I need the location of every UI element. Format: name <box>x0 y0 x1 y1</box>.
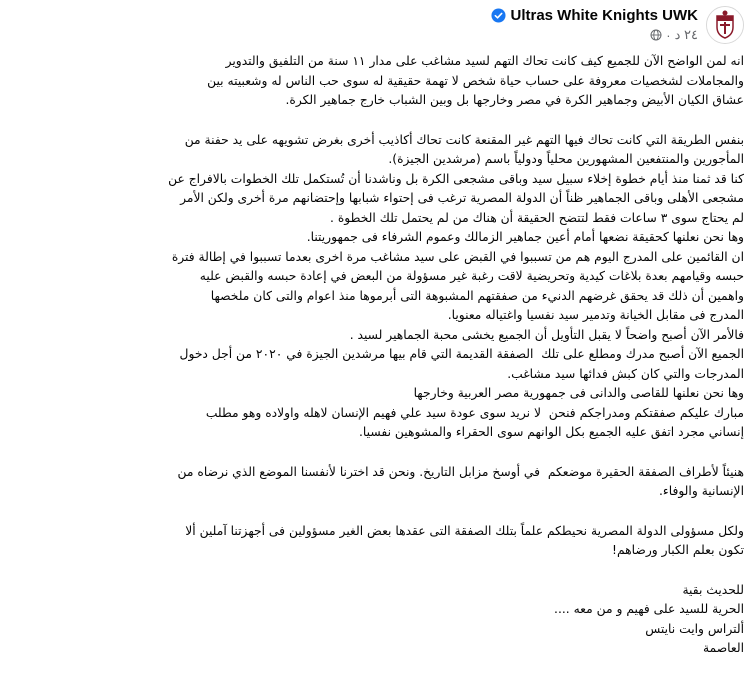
post-paragraph: انه لمن الواضح الآن للجميع كيف كانت تحاك التهم لسيد مشاغب على مدار ١١ سنة من التلفيق والتدوير والمجاملات لشخصيات معروفة على حساب حياة شخص لا تهمة حقيقية له سوى حب الناس له وشعبيته بين عشاق الكيان الأبيض وجماهير الكرة في مصر وخارجها بل وبين الشباب خارج جماهير الكرة. <box>207 54 744 107</box>
post-signoff: للحديث بقية الحرية للسيد على فهيم و من معه .... ألتراس وايت نايتس العاصمة <box>554 582 744 655</box>
post-paragraph: هنيئاً لأطراف الصفقة الحقيرة موضعكم في أوسخ مزابل التاريخ. ونحن قد اخترنا لأنفسنا الموضع الذي نرضاه من الإنسانية والوفاء. <box>177 464 744 498</box>
paragraph-gap <box>6 502 744 522</box>
page-name-row <box>491 6 699 24</box>
post-body <box>6 52 744 688</box>
post-paragraph: ولكل مسؤولى الدولة المصرية نحيطكم علماً بتلك الصفقة التى عقدها بعض الغير مسؤولين فى أجهزتنا آملين ألا تكون بعلم الكبار ورضاهم! <box>185 523 744 557</box>
page-name[interactable]: Ultras White Knights UWK <box>510 6 698 24</box>
verified-badge-icon <box>491 8 506 23</box>
post-header <box>0 0 750 52</box>
globe-icon[interactable] <box>650 29 662 41</box>
post-timestamp[interactable]: ٢٤ د <box>674 27 698 42</box>
meta-separator: · <box>666 27 671 43</box>
post-meta <box>650 27 698 43</box>
paragraph-gap <box>6 443 744 463</box>
club-crest-avatar[interactable] <box>706 6 744 44</box>
paragraph-gap <box>6 111 744 131</box>
post-paragraph: بنفس الطريقة التي كانت تحاك فيها التهم غير المقنعة كانت تحاك أكاذيب أخرى بغرض تشويهه على يد حفنة من المأجورين والمنتفعين المشهورين محلياً ودولياً باسم (مرشدين الجيزة). كنا قد ثمنا منذ أيام خطوة إخلاء سبيل سيد وباقى مشجعى الكرة بل وناشدنا أن تُستكمل تلك الخطوات بالافراج عن مشجعى الأهلى وباقى الجماهير ظناً أن الدولة المصرية ترغب فى إحتواء شبابها وإحتضانهم مرة أخرى ولكن الأمر لم يحتاج سوى ٣ ساعات فقط لتتضح الحقيقة أن هناك من لم يحتمل تلك الخطوة . وها نحن نعلنها كحقيقة نضعها أمام أعين جماهير الزمالك وعموم الشرفاء فى جمهوريتنا. ان القائمين على المدرج اليوم هم من تسببوا في القبض على سيد مشاغب مرة اخرى بعدما تسببوا في إطالة فترة حبسه وقيامهم بعدة بلاغات كيدية وتحريضية لاقت رغبة غير مسؤولة من البعض في إعادة حبسه والقبض عليه واهمين أن ذلك قد يحقق غرضهم الدنيء من صفقتهم المشبوهة التى أبرموها منذ اعوام والتى كان ملخصها المدرج فى مقابل الخيانة وتدمير سيد نفسيا واغتياله معنويا. فالأمر الآن أصبح واضحاً لا يقبل التأويل أن الجميع يخشى محبة الجماهير لسيد . الجميع الآن أصبح مدرك ومطلع على تلك الصفقة القديمة التي قام بيها مرشدين الجيزة في ٢٠٢٠ من أجل دخول المدرجات والتي كان كبش فدائها سيد مشاغب. وها نحن نعلنها للقاصى والدانى فى جمهورية مصر العربية وخارجها مبارك عليكم صفقتكم ومدراجكم فنحن لا نريد سوى عودة سيد علي فهيم الإنسان لاهله واولاده وهو مطلب إنساني مجرد اتفق عليه الجميع بكل الوانهم سوى الحقراء والمشوهين نفسيا. <box>168 132 744 439</box>
paragraph-gap <box>6 561 744 581</box>
